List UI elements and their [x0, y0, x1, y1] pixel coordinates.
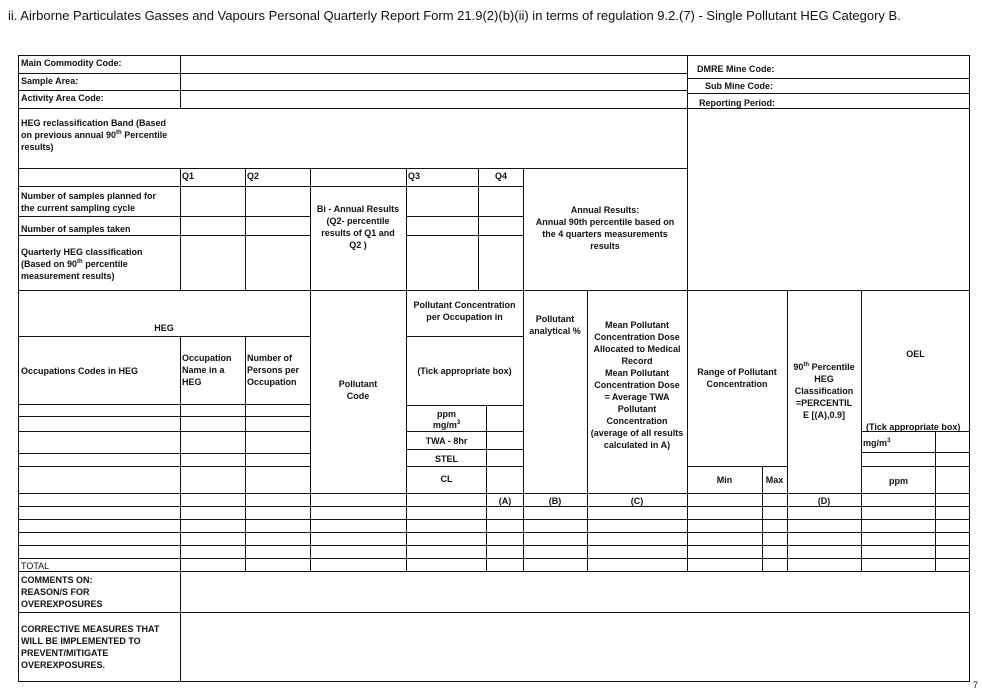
column-a-label: (A) — [498, 496, 512, 506]
quarterly-classification-label: Quarterly HEG classification (Based on 90th percentile measurement results) — [21, 247, 143, 281]
pollutant-analytical-header: Pollutant analytical % — [529, 314, 581, 336]
samples-planned-label: Number of samples planned for the current sampling cycle — [21, 191, 157, 213]
reporting-period-label: Reporting Period: — [699, 98, 775, 108]
unit-ppm-label: ppm — [437, 409, 456, 419]
total-label: TOTAL — [21, 561, 50, 571]
persons-per-occupation-header: Number of Persons per Occupation — [247, 353, 300, 387]
percentile-90-header: 90th Percentile HEG Classification =PERCENTIL E [(A),0.9] — [793, 362, 855, 420]
range-concentration-header: Range of Pollutant Concentration — [697, 367, 777, 389]
oel-mgm3-label: $mg/m^3$ — [863, 438, 891, 448]
q3-header: Q3 — [408, 171, 421, 181]
dmre-mine-code-label: DMRE Mine Code: — [697, 64, 775, 74]
tick-box-note: (Tick appropriate box) — [417, 366, 512, 376]
oel-ppm-label: ppm — [889, 476, 908, 486]
pollutant-concentration-header: Pollutant Concentration per Occupation in — [413, 300, 516, 322]
sub-mine-code-label: Sub Mine Code: — [705, 81, 773, 91]
column-b-label: (B) — [548, 496, 562, 506]
mean-concentration-header: Mean Pollutant Concentration Dose Allocated to Medical Record Mean Pollutant Concentration Dose = Average TWA Pollutant Concentration (average of all results calculated in A) — [590, 320, 684, 450]
main-commodity-code-label: Main Commodity Code: — [21, 58, 122, 68]
heg-header: HEG — [154, 323, 174, 333]
stel-label: STEL — [434, 454, 458, 464]
range-min-label: Min — [716, 475, 733, 485]
activity-area-code-label: Activity Area Code: — [21, 93, 104, 103]
column-d-label: (D) — [817, 496, 831, 506]
comments-label: COMMENTS ON: REASON/S FOR OVEREXPOSURES — [21, 575, 103, 609]
occupation-name-header: Occupation Name in a HEG — [182, 353, 232, 387]
annual-results-label: Annual Results: Annual 90th percentile based on the 4 quarters measurements results — [535, 205, 675, 251]
occupation-codes-header: Occupations Codes in HEG — [21, 366, 139, 376]
heg-reclassification-label: HEG reclassification Band (Based on previous annual 90th Percentile results) — [21, 118, 168, 152]
twa-8hr-label: TWA - 8hr — [425, 436, 468, 446]
form-title: ii. Airborne Particulates Gasses and Vapours Personal Quarterly Report Form 21.9(2)(b)(ii) in terms of regulation 9.2.(7) - Single Pollutant HEG Category B. — [8, 8, 901, 23]
corrective-measures-label: CORRECTIVE MEASURES THAT WILL BE IMPLEMENTED TO PREVENT/MITIGATE OVEREXPOSURES. — [21, 624, 160, 670]
q4-header: Q4 — [495, 171, 508, 181]
oel-header: OEL — [906, 349, 925, 359]
column-c-label: (C) — [630, 496, 644, 506]
q2-header: Q2 — [247, 171, 260, 181]
unit-mgm3-label: $mg/m^3$ — [432, 420, 461, 430]
pollutant-code-header: Pollutant Code — [338, 379, 378, 401]
cl-label: CL — [440, 474, 453, 484]
sample-area-label: Sample Area: — [21, 76, 79, 86]
oel-tick-box-note: (Tick appropriate box) — [866, 422, 961, 432]
q1-header: Q1 — [182, 171, 195, 181]
page-number: 7 — [972, 680, 978, 690]
range-max-label: Max — [765, 475, 784, 485]
samples-taken-label: Number of samples taken — [21, 224, 131, 234]
biannual-results-label: Bi - Annual Results (Q2- percentile results of Q1 and Q2 ) — [316, 204, 400, 250]
